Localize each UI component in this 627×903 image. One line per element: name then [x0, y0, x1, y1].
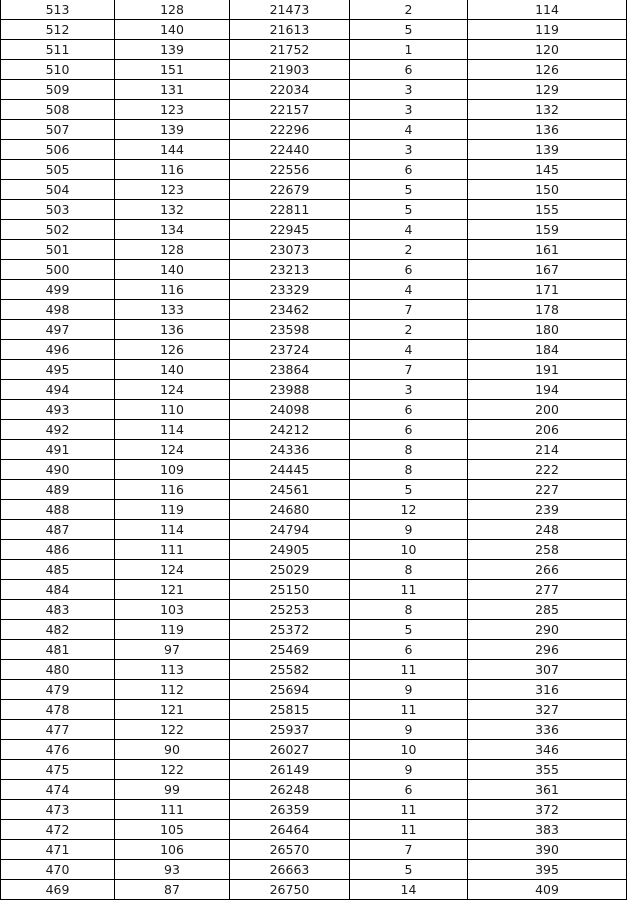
- table-row: [1, 500, 627, 520]
- table-row: [1, 320, 627, 340]
- col-5-cell: 316: [468, 680, 627, 700]
- col-1-cell: 497: [1, 320, 115, 340]
- col-4-cell: 6: [350, 400, 468, 420]
- col-5-cell: 178: [468, 300, 627, 320]
- col-4-cell: 9: [350, 760, 468, 780]
- col-1-cell: 482: [1, 620, 115, 640]
- col-3-cell: 23724: [230, 340, 350, 360]
- col-5-cell: 248: [468, 520, 627, 540]
- col-5-cell: 145: [468, 160, 627, 180]
- col-5-cell: 214: [468, 440, 627, 460]
- col-1-cell: 484: [1, 580, 115, 600]
- col-2-cell: 112: [115, 680, 230, 700]
- col-3-cell: 26750: [230, 880, 350, 900]
- table-row: [1, 460, 627, 480]
- col-3-cell: 26027: [230, 740, 350, 760]
- table-row: [1, 60, 627, 80]
- col-1-cell: 499: [1, 280, 115, 300]
- table-row: [1, 220, 627, 240]
- col-1-cell: 473: [1, 800, 115, 820]
- col-2-cell: 114: [115, 520, 230, 540]
- col-5-cell: 200: [468, 400, 627, 420]
- col-1-cell: 512: [1, 20, 115, 40]
- col-3-cell: 22679: [230, 180, 350, 200]
- col-5-cell: 266: [468, 560, 627, 580]
- col-3-cell: 23213: [230, 260, 350, 280]
- col-2-cell: 126: [115, 340, 230, 360]
- col-2-cell: 139: [115, 120, 230, 140]
- col-2-cell: 131: [115, 80, 230, 100]
- col-1-cell: 491: [1, 440, 115, 460]
- col-5-cell: 119: [468, 20, 627, 40]
- col-3-cell: 22296: [230, 120, 350, 140]
- col-2-cell: 110: [115, 400, 230, 420]
- table-row: [1, 80, 627, 100]
- col-3-cell: 23598: [230, 320, 350, 340]
- col-2-cell: 113: [115, 660, 230, 680]
- col-1-cell: 496: [1, 340, 115, 360]
- col-2-cell: 116: [115, 480, 230, 500]
- col-3-cell: 23329: [230, 280, 350, 300]
- table-row: [1, 440, 627, 460]
- col-2-cell: 116: [115, 280, 230, 300]
- col-5-cell: 136: [468, 120, 627, 140]
- col-4-cell: 5: [350, 480, 468, 500]
- col-4-cell: 4: [350, 280, 468, 300]
- col-3-cell: 25815: [230, 700, 350, 720]
- col-3-cell: 25469: [230, 640, 350, 660]
- col-1-cell: 476: [1, 740, 115, 760]
- col-4-cell: 5: [350, 620, 468, 640]
- col-1-cell: 483: [1, 600, 115, 620]
- col-2-cell: 139: [115, 40, 230, 60]
- table-row: [1, 200, 627, 220]
- col-1-cell: 487: [1, 520, 115, 540]
- col-4-cell: 6: [350, 420, 468, 440]
- table-row: [1, 860, 627, 880]
- col-1-cell: 500: [1, 260, 115, 280]
- col-4-cell: 8: [350, 440, 468, 460]
- col-4-cell: 14: [350, 880, 468, 900]
- col-3-cell: 24905: [230, 540, 350, 560]
- col-4-cell: 1: [350, 40, 468, 60]
- col-2-cell: 123: [115, 100, 230, 120]
- col-3-cell: 24445: [230, 460, 350, 480]
- col-2-cell: 134: [115, 220, 230, 240]
- col-2-cell: 140: [115, 260, 230, 280]
- table-row: [1, 420, 627, 440]
- table-row: [1, 260, 627, 280]
- table-row: [1, 800, 627, 820]
- col-4-cell: 6: [350, 260, 468, 280]
- table-row: [1, 560, 627, 580]
- col-1-cell: 502: [1, 220, 115, 240]
- col-3-cell: 25694: [230, 680, 350, 700]
- col-4-cell: 4: [350, 340, 468, 360]
- col-3-cell: 24098: [230, 400, 350, 420]
- col-2-cell: 122: [115, 720, 230, 740]
- col-1-cell: 504: [1, 180, 115, 200]
- col-2-cell: 140: [115, 360, 230, 380]
- col-3-cell: 24561: [230, 480, 350, 500]
- col-5-cell: 336: [468, 720, 627, 740]
- col-4-cell: 6: [350, 60, 468, 80]
- col-2-cell: 114: [115, 420, 230, 440]
- col-4-cell: 3: [350, 380, 468, 400]
- col-1-cell: 503: [1, 200, 115, 220]
- col-1-cell: 510: [1, 60, 115, 80]
- col-2-cell: 99: [115, 780, 230, 800]
- table-row: [1, 740, 627, 760]
- col-4-cell: 10: [350, 540, 468, 560]
- col-1-cell: 472: [1, 820, 115, 840]
- col-3-cell: 26663: [230, 860, 350, 880]
- col-2-cell: 124: [115, 440, 230, 460]
- col-5-cell: 409: [468, 880, 627, 900]
- table-row: [1, 760, 627, 780]
- col-4-cell: 11: [350, 700, 468, 720]
- col-2-cell: 119: [115, 620, 230, 640]
- col-2-cell: 124: [115, 560, 230, 580]
- col-2-cell: 93: [115, 860, 230, 880]
- col-5-cell: 129: [468, 80, 627, 100]
- col-3-cell: 23864: [230, 360, 350, 380]
- col-2-cell: 87: [115, 880, 230, 900]
- col-1-cell: 481: [1, 640, 115, 660]
- table-body: [1, 0, 627, 900]
- col-5-cell: 126: [468, 60, 627, 80]
- col-2-cell: 90: [115, 740, 230, 760]
- table-row: [1, 880, 627, 900]
- col-4-cell: 9: [350, 520, 468, 540]
- col-1-cell: 485: [1, 560, 115, 580]
- col-1-cell: 474: [1, 780, 115, 800]
- col-1-cell: 478: [1, 700, 115, 720]
- col-2-cell: 116: [115, 160, 230, 180]
- col-3-cell: 22811: [230, 200, 350, 220]
- col-1-cell: 494: [1, 380, 115, 400]
- col-3-cell: 23462: [230, 300, 350, 320]
- col-5-cell: 290: [468, 620, 627, 640]
- col-5-cell: 355: [468, 760, 627, 780]
- col-5-cell: 346: [468, 740, 627, 760]
- col-5-cell: 171: [468, 280, 627, 300]
- col-5-cell: 114: [468, 0, 627, 20]
- col-4-cell: 9: [350, 720, 468, 740]
- col-1-cell: 507: [1, 120, 115, 140]
- col-4-cell: 6: [350, 160, 468, 180]
- col-1-cell: 511: [1, 40, 115, 60]
- col-1-cell: 479: [1, 680, 115, 700]
- col-1-cell: 505: [1, 160, 115, 180]
- col-5-cell: 161: [468, 240, 627, 260]
- col-3-cell: 21613: [230, 20, 350, 40]
- col-4-cell: 12: [350, 500, 468, 520]
- col-3-cell: 25372: [230, 620, 350, 640]
- col-3-cell: 26570: [230, 840, 350, 860]
- table-row: [1, 660, 627, 680]
- col-1-cell: 477: [1, 720, 115, 740]
- col-3-cell: 26464: [230, 820, 350, 840]
- table-row: [1, 300, 627, 320]
- col-4-cell: 8: [350, 460, 468, 480]
- col-5-cell: 132: [468, 100, 627, 120]
- table-row: [1, 640, 627, 660]
- col-4-cell: 5: [350, 200, 468, 220]
- col-2-cell: 111: [115, 800, 230, 820]
- table-row: [1, 400, 627, 420]
- col-2-cell: 132: [115, 200, 230, 220]
- col-1-cell: 508: [1, 100, 115, 120]
- col-3-cell: 22556: [230, 160, 350, 180]
- col-3-cell: 22440: [230, 140, 350, 160]
- col-5-cell: 285: [468, 600, 627, 620]
- col-5-cell: 167: [468, 260, 627, 280]
- col-4-cell: 5: [350, 860, 468, 880]
- col-1-cell: 506: [1, 140, 115, 160]
- col-5-cell: 296: [468, 640, 627, 660]
- col-5-cell: 184: [468, 340, 627, 360]
- col-3-cell: 23073: [230, 240, 350, 260]
- col-1-cell: 498: [1, 300, 115, 320]
- col-3-cell: 23988: [230, 380, 350, 400]
- table-row: [1, 240, 627, 260]
- col-3-cell: 21473: [230, 0, 350, 20]
- col-2-cell: 106: [115, 840, 230, 860]
- col-3-cell: 24212: [230, 420, 350, 440]
- col-3-cell: 26248: [230, 780, 350, 800]
- col-1-cell: 492: [1, 420, 115, 440]
- col-2-cell: 97: [115, 640, 230, 660]
- col-3-cell: 25029: [230, 560, 350, 580]
- col-3-cell: 24336: [230, 440, 350, 460]
- col-2-cell: 133: [115, 300, 230, 320]
- col-3-cell: 26149: [230, 760, 350, 780]
- col-4-cell: 4: [350, 120, 468, 140]
- col-5-cell: 395: [468, 860, 627, 880]
- col-4-cell: 5: [350, 20, 468, 40]
- table-row: [1, 540, 627, 560]
- col-5-cell: 239: [468, 500, 627, 520]
- col-4-cell: 3: [350, 80, 468, 100]
- col-3-cell: 21752: [230, 40, 350, 60]
- col-3-cell: 25582: [230, 660, 350, 680]
- col-1-cell: 471: [1, 840, 115, 860]
- col-5-cell: 139: [468, 140, 627, 160]
- col-1-cell: 470: [1, 860, 115, 880]
- table-row: [1, 120, 627, 140]
- col-1-cell: 501: [1, 240, 115, 260]
- table-row: [1, 340, 627, 360]
- col-4-cell: 11: [350, 800, 468, 820]
- table-row: [1, 600, 627, 620]
- col-2-cell: 128: [115, 0, 230, 20]
- col-5-cell: 227: [468, 480, 627, 500]
- col-2-cell: 128: [115, 240, 230, 260]
- col-1-cell: 513: [1, 0, 115, 20]
- col-1-cell: 469: [1, 880, 115, 900]
- col-3-cell: 26359: [230, 800, 350, 820]
- col-2-cell: 119: [115, 500, 230, 520]
- col-2-cell: 151: [115, 60, 230, 80]
- col-4-cell: 11: [350, 660, 468, 680]
- col-4-cell: 8: [350, 560, 468, 580]
- col-2-cell: 124: [115, 380, 230, 400]
- col-4-cell: 7: [350, 300, 468, 320]
- table-row: [1, 680, 627, 700]
- table-row: [1, 0, 627, 20]
- col-5-cell: 155: [468, 200, 627, 220]
- table-row: [1, 40, 627, 60]
- col-1-cell: 489: [1, 480, 115, 500]
- col-2-cell: 122: [115, 760, 230, 780]
- col-5-cell: 194: [468, 380, 627, 400]
- col-5-cell: 372: [468, 800, 627, 820]
- table-row: [1, 480, 627, 500]
- table-row: [1, 280, 627, 300]
- table-row: [1, 700, 627, 720]
- col-5-cell: 150: [468, 180, 627, 200]
- col-2-cell: 105: [115, 820, 230, 840]
- col-2-cell: 123: [115, 180, 230, 200]
- table-row: [1, 780, 627, 800]
- table-row: [1, 180, 627, 200]
- col-1-cell: 490: [1, 460, 115, 480]
- col-4-cell: 2: [350, 320, 468, 340]
- col-4-cell: 2: [350, 240, 468, 260]
- col-4-cell: 11: [350, 820, 468, 840]
- col-4-cell: 3: [350, 140, 468, 160]
- col-4-cell: 9: [350, 680, 468, 700]
- col-1-cell: 488: [1, 500, 115, 520]
- col-2-cell: 121: [115, 580, 230, 600]
- col-5-cell: 258: [468, 540, 627, 560]
- col-1-cell: 475: [1, 760, 115, 780]
- col-3-cell: 22157: [230, 100, 350, 120]
- col-3-cell: 22034: [230, 80, 350, 100]
- col-2-cell: 111: [115, 540, 230, 560]
- col-4-cell: 4: [350, 220, 468, 240]
- col-3-cell: 24794: [230, 520, 350, 540]
- col-2-cell: 121: [115, 700, 230, 720]
- col-4-cell: 7: [350, 360, 468, 380]
- col-1-cell: 486: [1, 540, 115, 560]
- col-4-cell: 2: [350, 0, 468, 20]
- table-row: [1, 100, 627, 120]
- col-4-cell: 11: [350, 580, 468, 600]
- col-5-cell: 206: [468, 420, 627, 440]
- col-1-cell: 495: [1, 360, 115, 380]
- col-5-cell: 159: [468, 220, 627, 240]
- table-row: [1, 380, 627, 400]
- col-3-cell: 21903: [230, 60, 350, 80]
- col-2-cell: 144: [115, 140, 230, 160]
- col-4-cell: 6: [350, 640, 468, 660]
- table-row: [1, 520, 627, 540]
- table-row: [1, 840, 627, 860]
- col-5-cell: 390: [468, 840, 627, 860]
- col-5-cell: 191: [468, 360, 627, 380]
- col-2-cell: 109: [115, 460, 230, 480]
- col-3-cell: 25937: [230, 720, 350, 740]
- table-row: [1, 20, 627, 40]
- col-2-cell: 136: [115, 320, 230, 340]
- col-4-cell: 3: [350, 100, 468, 120]
- table-row: [1, 360, 627, 380]
- col-4-cell: 10: [350, 740, 468, 760]
- col-3-cell: 24680: [230, 500, 350, 520]
- col-5-cell: 222: [468, 460, 627, 480]
- col-5-cell: 383: [468, 820, 627, 840]
- col-5-cell: 307: [468, 660, 627, 680]
- col-3-cell: 25150: [230, 580, 350, 600]
- col-4-cell: 8: [350, 600, 468, 620]
- col-5-cell: 180: [468, 320, 627, 340]
- table-row: [1, 620, 627, 640]
- col-4-cell: 5: [350, 180, 468, 200]
- table-row: [1, 140, 627, 160]
- col-4-cell: 7: [350, 840, 468, 860]
- col-5-cell: 120: [468, 40, 627, 60]
- col-3-cell: 22945: [230, 220, 350, 240]
- col-2-cell: 103: [115, 600, 230, 620]
- table-row: [1, 720, 627, 740]
- table-row: [1, 580, 627, 600]
- col-5-cell: 327: [468, 700, 627, 720]
- table-row: [1, 160, 627, 180]
- col-5-cell: 277: [468, 580, 627, 600]
- col-2-cell: 140: [115, 20, 230, 40]
- col-4-cell: 6: [350, 780, 468, 800]
- col-3-cell: 25253: [230, 600, 350, 620]
- col-1-cell: 509: [1, 80, 115, 100]
- table-row: [1, 820, 627, 840]
- col-1-cell: 480: [1, 660, 115, 680]
- col-1-cell: 493: [1, 400, 115, 420]
- col-5-cell: 361: [468, 780, 627, 800]
